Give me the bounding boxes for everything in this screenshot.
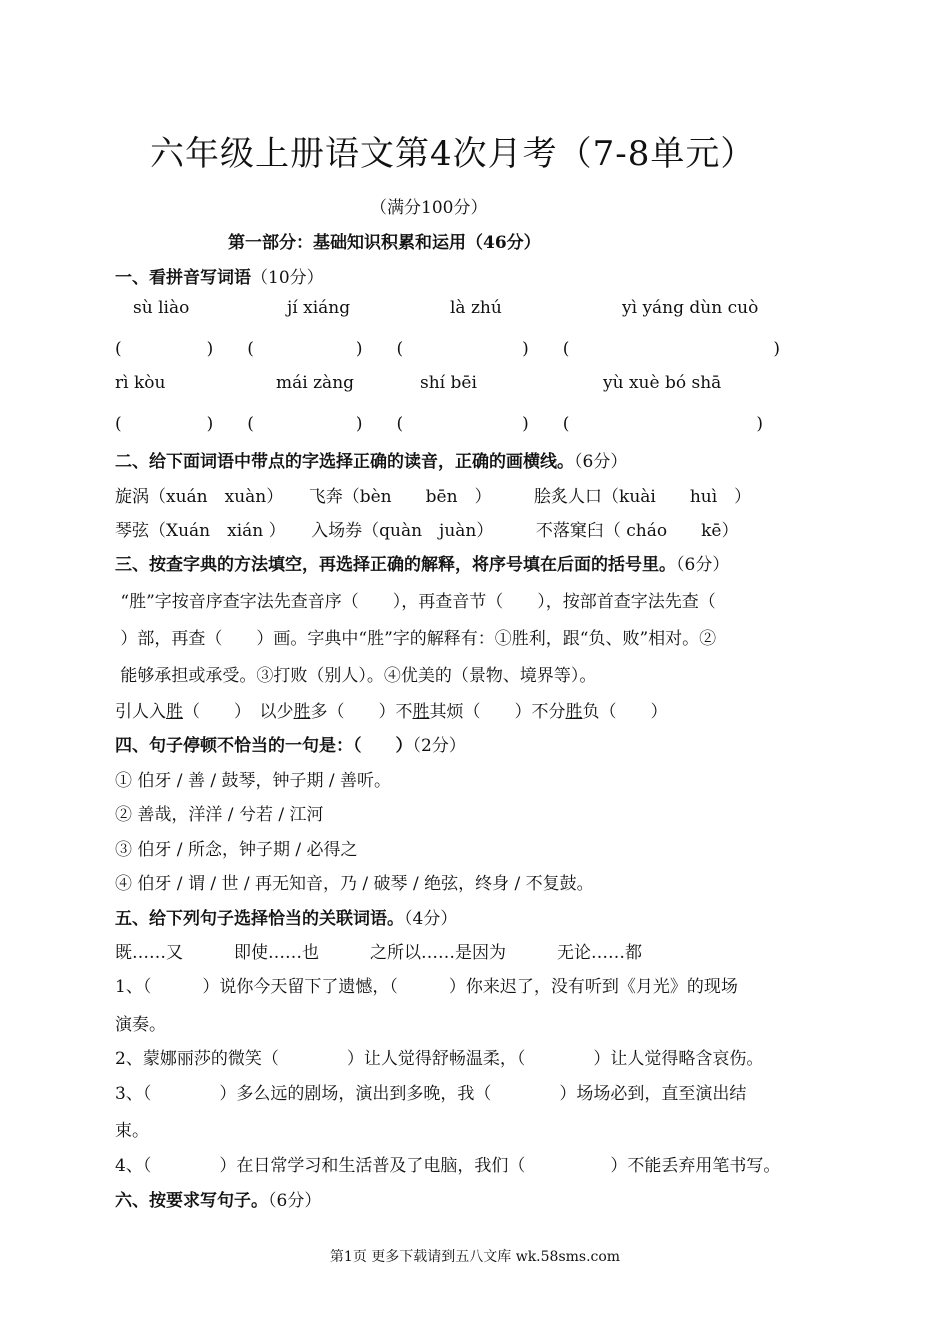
idiom-text: 其烦（ ）不分 [429,702,566,722]
question: 2、蒙娜丽莎的微笑（ ）让人觉得舒畅温柔，（ ）让人觉得略含哀伤。 [115,1049,764,1069]
section-score: （4分） [404,909,458,929]
conjunction-options: 既……又 即使……也 之所以……是因为 无论……都 [115,943,642,963]
pinyin: sù liào [133,298,190,318]
section-score: （6分） [268,1191,322,1211]
dictionary-text: “胜”字按音序查字法先查音序（ ），再查音节（ ），按部首查字法先查（ [115,592,716,612]
idiom-text: 引人入 [115,702,166,722]
question: 演奏。 [115,1015,166,1035]
pronunciation-line: 旋涡（xuán xuàn） 飞奔（bèn bēn ） 脍炙人口（kuài huì ） [115,487,752,507]
pinyin: jí xiáng [287,298,351,318]
section-heading-text: 二、给下面词语中带点的字选择正确的读音，正确的画横线。 [115,452,574,472]
pronunciation-line: 琴弦（Xuán xián ） 入场券（quàn juàn） 不落窠臼（ cháo kē） [115,521,739,541]
page-footer: 第1页 更多下载请到五八文库 wk.58sms.com [329,1249,621,1265]
question: 3、（ ）多么远的剧场，演出到多晚，我（ ）场场必到，直至演出结 [115,1084,747,1104]
option: ④ 伯牙 / 谓 / 世 / 再无知音，乃 / 破琴 / 绝弦，终身 / 不复鼓。 [115,874,594,894]
underlined-char: 胜 [565,702,583,722]
pinyin: là zhú [450,298,502,318]
option: ③ 伯牙 / 所念，钟子期 / 必得之 [115,840,358,860]
pinyin: yù xuè bó shā [603,373,722,393]
pinyin: shí bēi [420,373,477,393]
section-heading-text: 三、按查字典的方法填空，再选择正确的解释，将序号填在后面的括号里。 [115,555,676,575]
section-4-heading [115,731,466,756]
pinyin: rì kòu [115,373,166,393]
page-title: 六年级上册语文第4次月考（7-8单元） [150,134,756,174]
section-6-heading [115,1186,321,1211]
idiom-text: 多（ ）不 [310,702,413,722]
section-5-heading [115,904,457,929]
question: 4、（ ）在日常学习和生活普及了电脑，我们（ ）不能丢弃用笔书写。 [115,1156,781,1176]
underlined-char: 胜 [412,702,430,722]
part-one-heading: 第一部分：基础知识积累和运用（46分） [228,233,541,253]
answer-brackets[interactable]: ( ) ( ) ( ) ( ) [115,339,781,359]
section-heading-text: 六、按要求写句子。 [115,1191,268,1211]
section-3-heading [115,550,729,575]
underlined-char: 胜 [166,702,183,722]
question: 1、（ ）说你今天留下了遗憾，（ ）你来迟了，没有听到《月光》的现场 [115,977,738,997]
section-heading-text: 四、句子停顿不恰当的一句是：（ ） [115,736,413,756]
full-score: （满分100分） [370,198,488,218]
underlined-char: 胜 [293,702,311,722]
idiom-line [115,697,668,722]
section-score: （2分） [412,736,466,756]
question: 束。 [115,1121,149,1141]
section-score: （10分） [251,268,324,288]
option: ② 善哉，洋洋 / 兮若 / 江河 [115,805,324,825]
section-score: （6分） [676,555,730,575]
section-2-heading [115,447,627,472]
answer-brackets[interactable]: ( ) ( ) ( ) ( ) [115,414,764,434]
section-score: （6分） [574,452,628,472]
dictionary-text: ）部，再查（ ）画。字典中“胜”字的解释有：①胜利，跟“负、败”相对。② [115,629,717,649]
idiom-text: 负（ ） [582,702,668,722]
dictionary-text: 能够承担或承受。③打败（别人）。④优美的（景物、境界等）。 [115,666,597,686]
pinyin: mái zàng [276,373,355,393]
section-heading-text: 五、给下列句子选择恰当的关联词语。 [115,909,404,929]
pinyin: yì yáng dùn cuò [622,298,759,318]
section-1-heading [115,263,324,288]
option: ① 伯牙 / 善 / 鼓琴，钟子期 / 善听。 [115,771,392,791]
idiom-text: （ ） 以少 [183,702,294,722]
section-heading-text: 一、看拼音写词语 [115,268,251,288]
